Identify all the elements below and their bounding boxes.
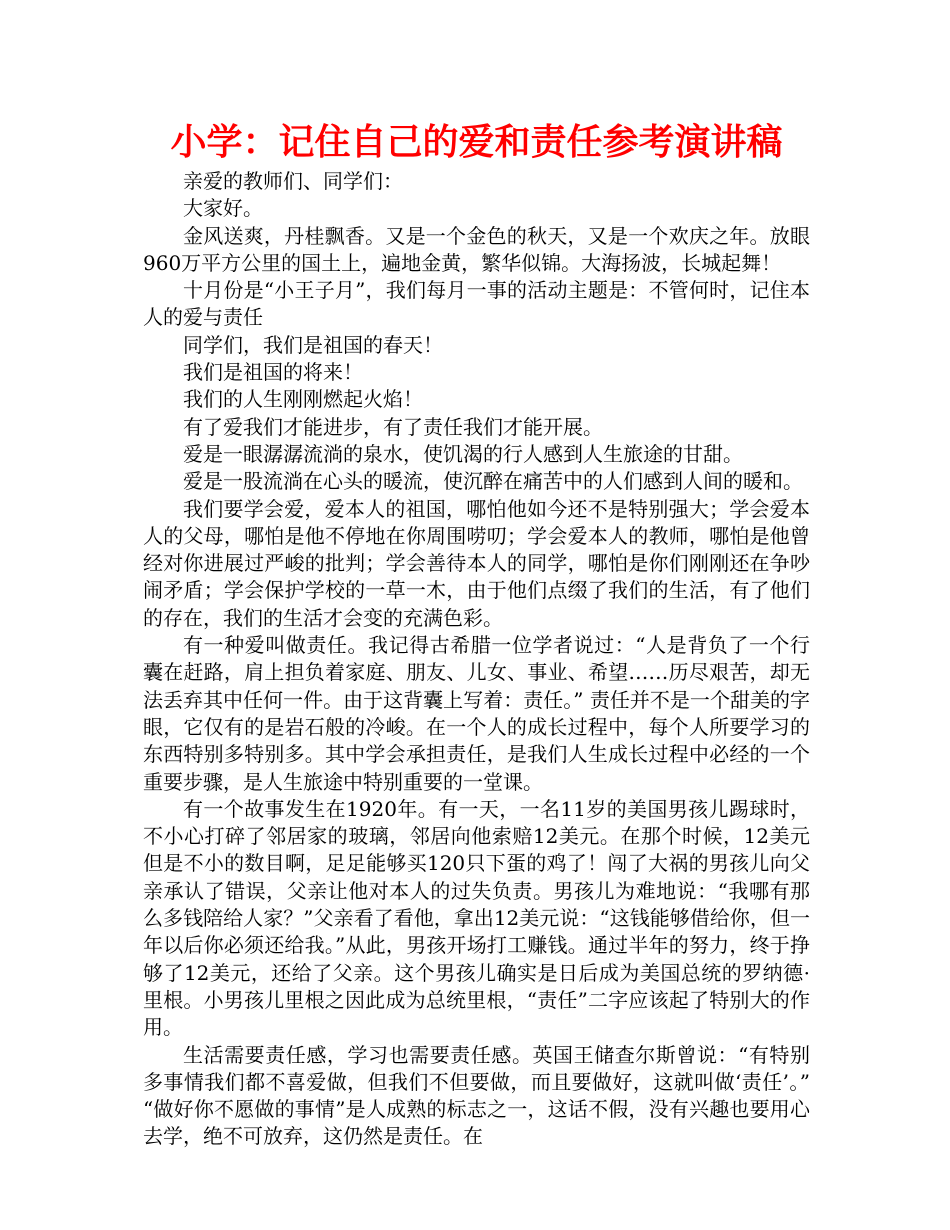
document-page xyxy=(143,118,810,1151)
paragraph: 有了爱我们才能进步，有了责任我们才能开展。 xyxy=(183,414,603,439)
paragraph: 有一个故事发生在1920年。有一天，一名11岁的美国男孩儿踢球时，不小心打碎了邻居家的玻璃，邻居向他索赔12美元。在那个时候，12美元但是不小的数目啊，足足能够买120只下蛋的鸡了！闯了大祸的男孩儿向父亲承认了错误，父亲让他对本人的过失负责。男孩儿为难地说：“我哪有那么多钱陪给人家？”父亲看了看他，拿出12美元说：“这钱能够借给你，但一年以后你必须还给我。”从此，男孩开场打工赚钱。通过半年的努力，终于挣够了12美元，还给了父亲。这个男孩儿确实是日后成为美国总统的罗纳德·里根。小男孩儿里根之因此成为总统里根，“责任”二字应该起了特别大的作用。 xyxy=(143,796,810,1040)
paragraph: 我们是祖国的将来！ xyxy=(183,360,363,385)
paragraph: 有一种爱叫做责任。我记得古希腊一位学者说过：“人是背负了一个行囊在赶路，肩上担负着家庭、朋友、儿女、事业、希望……历尽艰苦，却无法丢弃其中任何一件。由于这背囊上写着：责任。” 责任并不是一个甜美的字眼，它仅有的是岩石般的冷峻。在一个人的成长过程中，每个人所要学习的东西特别多特别多。其中学会承担责任，是我们人生成长过程中必经的一个重要步骤，是人生旅途中特别重要的一堂课。 xyxy=(143,633,810,794)
paragraph: 金风送爽，丹桂飘香。又是一个金色的秋天，又是一个欢庆之年。放眼960万平方公里的国土上，遍地金黄，繁华似锦。大海扬波，长城起舞！ xyxy=(143,223,810,275)
paragraph: 我们的人生刚刚燃起火焰！ xyxy=(183,387,423,412)
paragraph: 爱是一股流淌在心头的暖流，使沉醉在痛苦中的人们感到人间的暖和。 xyxy=(183,469,803,494)
paragraph: 十月份是“小王子月”，我们每月一事的活动主题是：不管何时，记住本人的爱与责任 xyxy=(143,278,810,330)
paragraph-greeting: 大家好。 xyxy=(183,196,263,221)
paragraph: 爱是一眼潺潺流淌的泉水，使饥渴的行人感到人生旅途的甘甜。 xyxy=(183,441,743,466)
paragraph: 同学们，我们是祖国的春天！ xyxy=(183,332,443,357)
document-body xyxy=(143,168,810,1151)
paragraph-salutation: 亲爱的教师们、同学们： xyxy=(183,169,403,193)
document-title: 小学：记住自己的爱和责任参考演讲稿 xyxy=(170,122,783,163)
paragraph: 我们要学会爱，爱本人的祖国，哪怕他如今还不是特别强大；学会爱本人的父母，哪怕是他不停地在你周围唠叨；学会爱本人的教师，哪怕是他曾经对你进展过严峻的批判；学会善待本人的同学，哪怕是你们刚刚还在争吵闹矛盾；学会保护学校的一草一木，由于他们点缀了我们的生活，有了他们的存在，我们的生活才会变的充满色彩。 xyxy=(143,496,810,630)
paragraph: 生活需要责任感，学习也需要责任感。英国王储查尔斯曾说：“有特别多事情我们都不喜爱做，但我们不但要做，而且要做好，这就叫做‘责任’。” “做好你不愿做的事情”是人成熟的标志之一，这话不假，没有兴趣也要用心去学，绝不可放弃，这仍然是责任。在 xyxy=(143,1042,810,1149)
